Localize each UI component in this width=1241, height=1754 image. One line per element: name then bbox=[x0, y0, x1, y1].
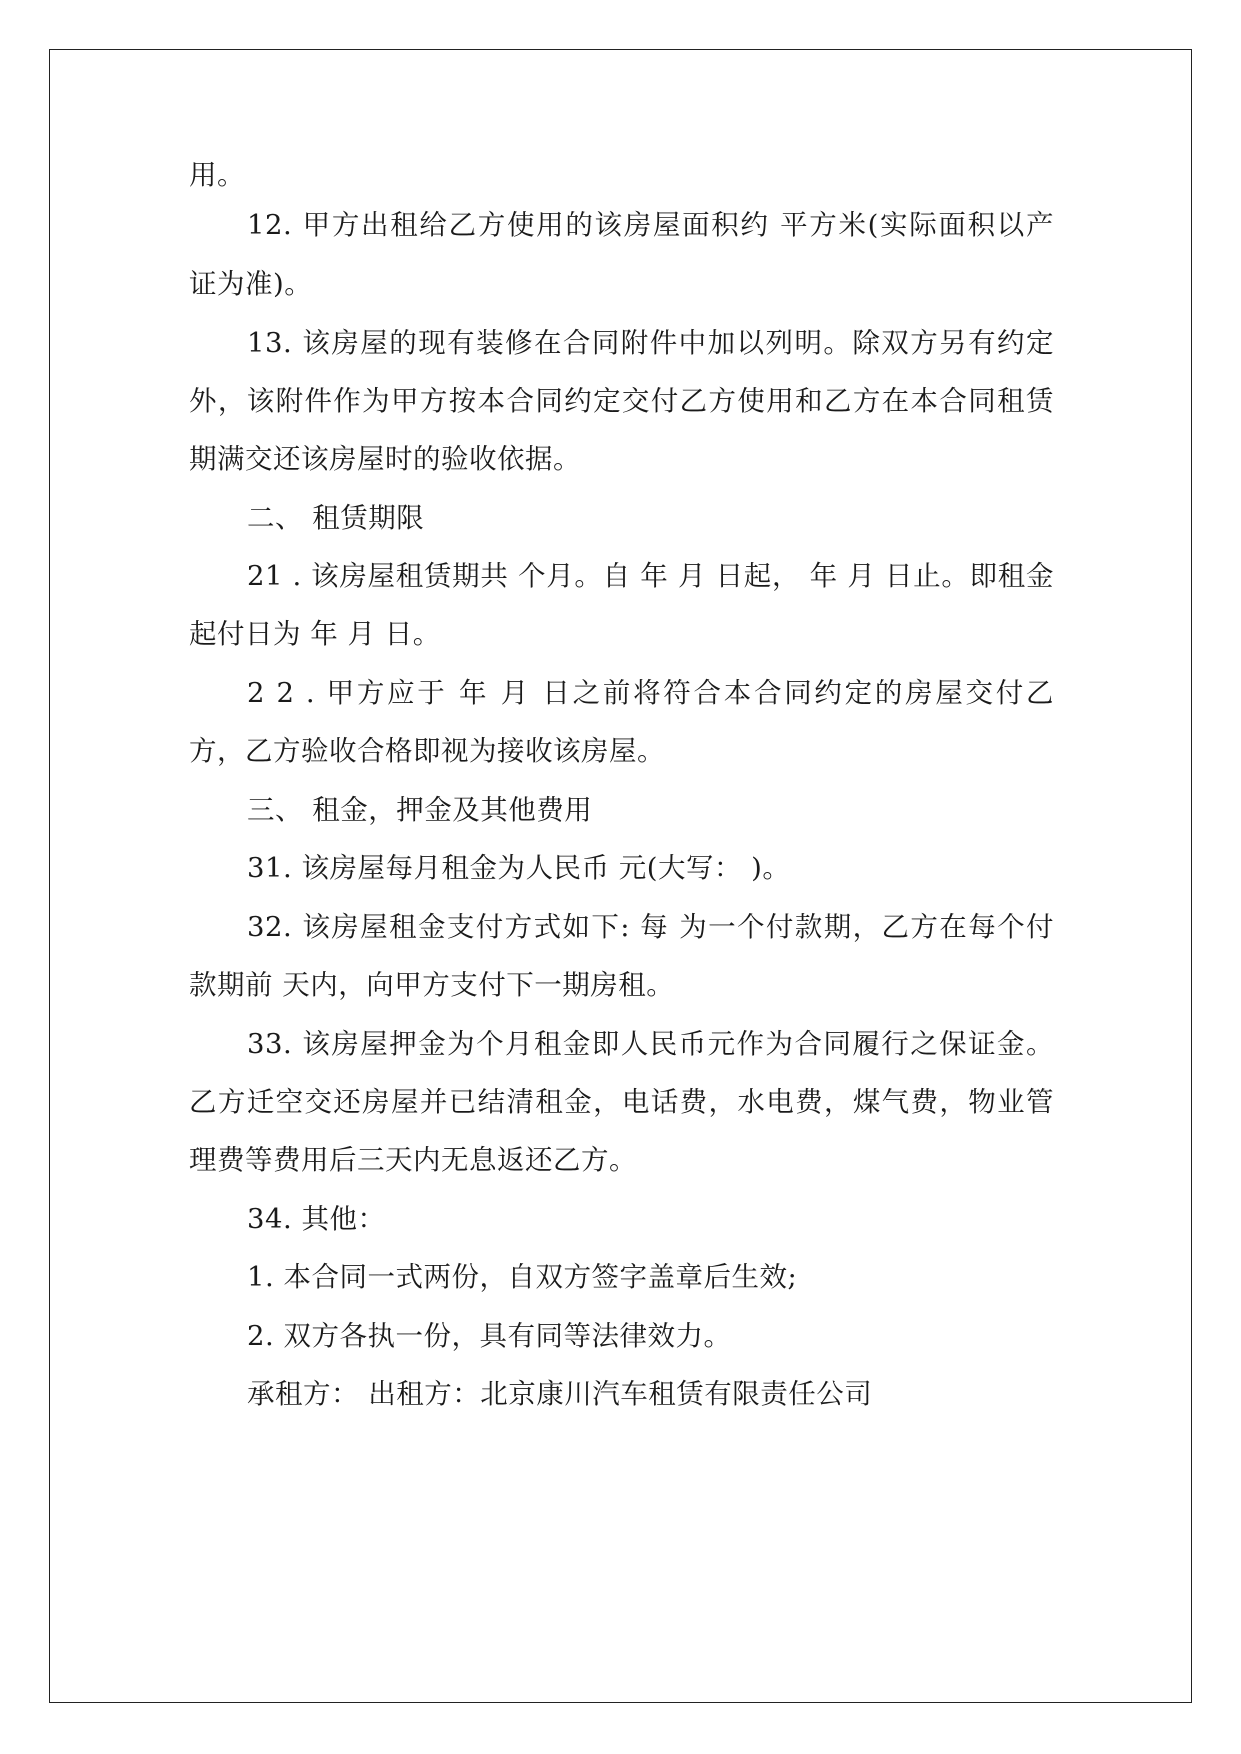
clause-12-line-1: 12. 甲方出租给乙方使用的该房屋面积约 平方米(实际面积以产 bbox=[247, 209, 1054, 241]
clause-33-line-2: 乙方迁空交还房屋并已结清租金，电话费，水电费，煤气费，物业管 bbox=[189, 1086, 1054, 1118]
section-heading-3: 三、 租金，押金及其他费用 bbox=[247, 794, 593, 826]
text-line-1: 用。 bbox=[189, 159, 245, 191]
clause-33-line-1: 33. 该房屋押金为个月租金即人民币元作为合同履行之保证金。 bbox=[247, 1028, 1054, 1060]
signature-line: 承租方： 出租方：北京康川汽车租赁有限责任公司 bbox=[247, 1378, 873, 1410]
clause-34-heading: 34. 其他： bbox=[247, 1203, 386, 1235]
clause-12-line-2: 证为准)。 bbox=[189, 268, 313, 300]
clause-22-line-2: 方，乙方验收合格即视为接收该房屋。 bbox=[189, 735, 665, 767]
clause-21-line-1: 21 . 该房屋租赁期共 个月。自 年 月 日起， 年 月 日止。即租金 bbox=[247, 560, 1054, 592]
clause-31-line: 31. 该房屋每月租金为人民币 元(大写： )。 bbox=[247, 852, 791, 884]
clause-33-line-3: 理费等费用后三天内无息返还乙方。 bbox=[189, 1144, 637, 1176]
clause-32-line-2: 款期前 天内，向甲方支付下一期房租。 bbox=[189, 969, 675, 1001]
clause-32-line-1: 32. 该房屋租金支付方式如下: 每 为一个付款期，乙方在每个付 bbox=[247, 911, 1054, 943]
clause-13-line-2: 外，该附件作为甲方按本合同约定交付乙方使用和乙方在本合同租赁 bbox=[189, 385, 1054, 417]
clause-13-line-3: 期满交还该房屋时的验收依据。 bbox=[189, 443, 581, 475]
section-heading-2: 二、 租赁期限 bbox=[247, 502, 425, 534]
clause-22-line-1: 2 2 . 甲方应于 年 月 日之前将符合本合同约定的房屋交付乙 bbox=[247, 677, 1054, 709]
clause-21-line-2: 起付日为 年 月 日。 bbox=[189, 618, 441, 650]
clause-13-line-1: 13. 该房屋的现有装修在合同附件中加以列明。除双方另有约定 bbox=[247, 327, 1054, 359]
other-item-2: 2. 双方各执一份，具有同等法律效力。 bbox=[247, 1320, 732, 1352]
other-item-1: 1. 本合同一式两份，自双方签字盖章后生效; bbox=[247, 1261, 798, 1293]
